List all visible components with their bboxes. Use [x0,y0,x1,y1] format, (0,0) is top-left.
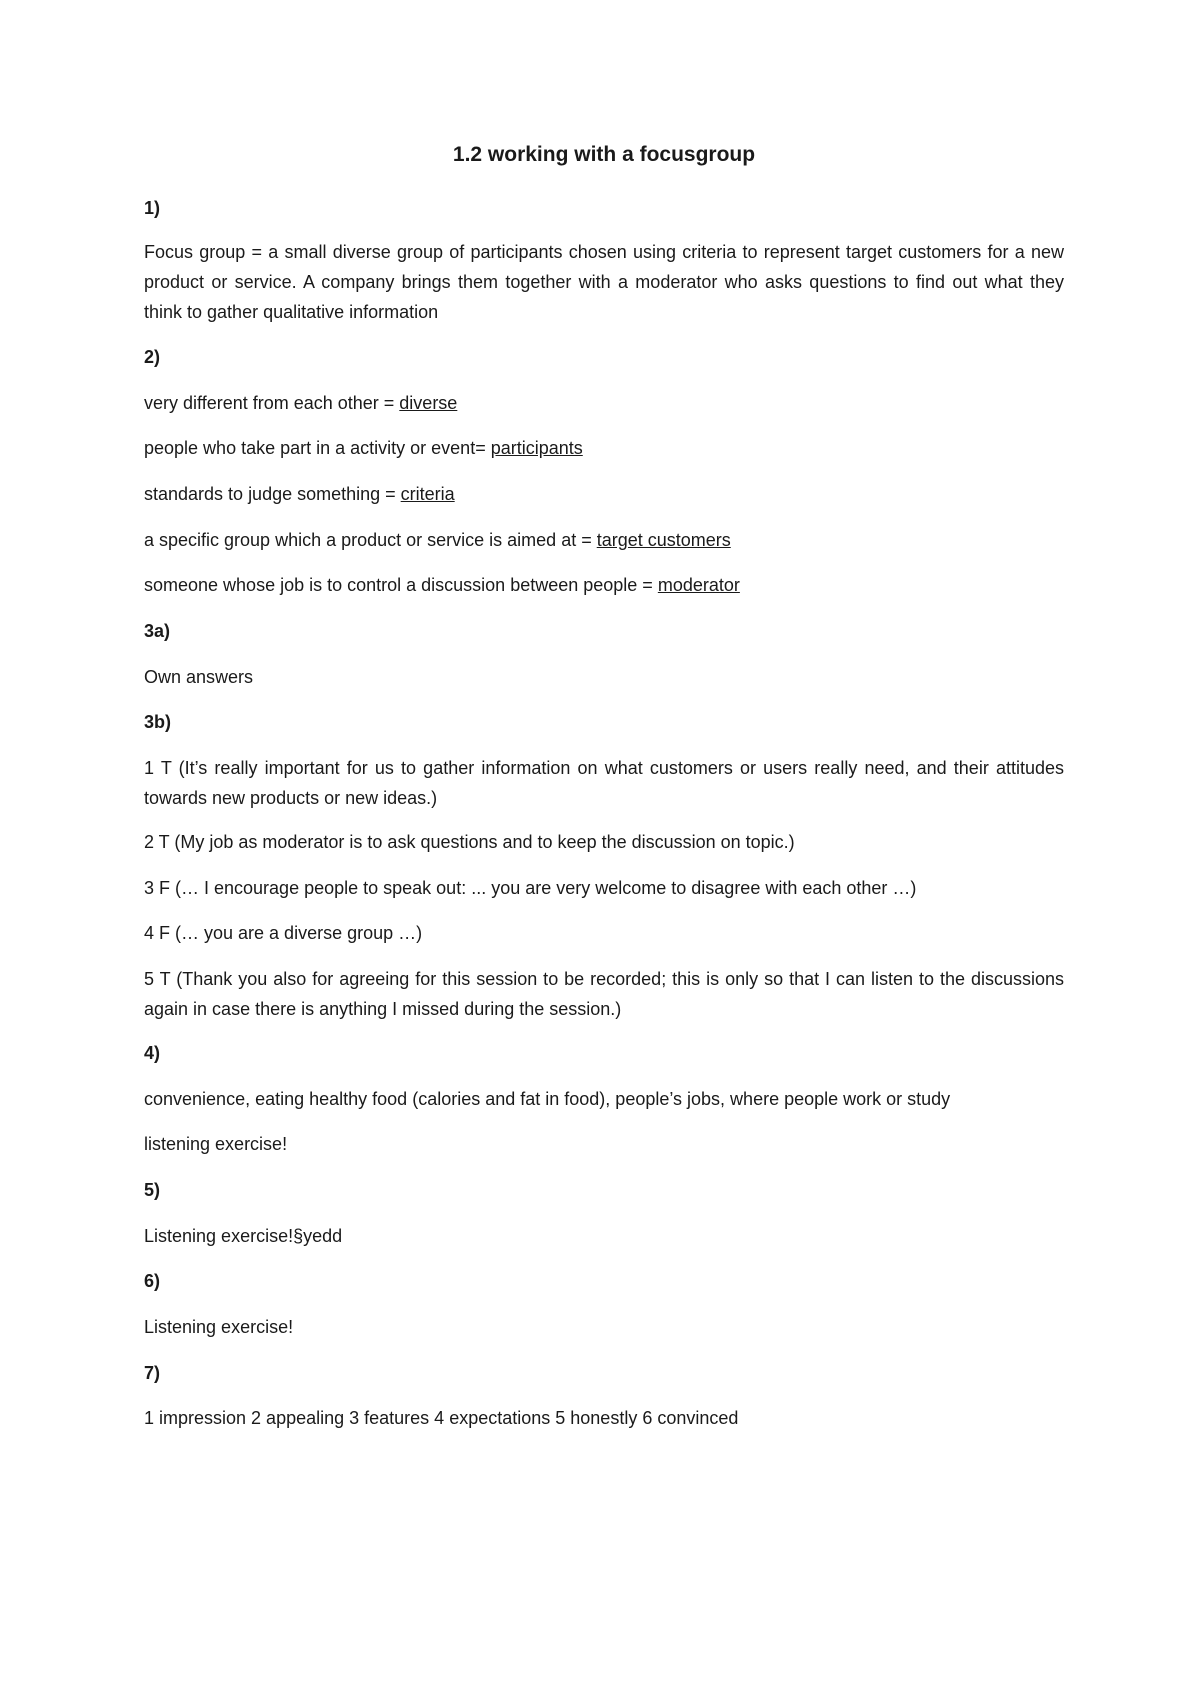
definition-term: target customers [596,530,731,550]
definition-term: diverse [399,393,458,413]
definition-line [144,525,1064,555]
definition-text: very different from each other = [144,393,400,413]
paragraph-6: Listening exercise! [144,1317,294,1337]
section-heading-2: 2) [144,347,161,367]
paragraph-7: 1 impression 2 appealing 3 features 4 expectations 5 honestly 6 convinced [144,1408,739,1428]
document-title: 1.2 working with a focusgroup [452,143,756,166]
section-heading-3a: 3a) [144,621,171,641]
section-heading-6: 6) [144,1271,161,1291]
answer-3b-1: 1 T (It’s really important for us to gather information on what customers or users really need, and their attitudes towards new products or new ideas.) [144,758,1064,808]
section-heading-3b: 3b) [144,712,171,732]
definition-term: criteria [400,484,455,504]
answer-3b-4: 4 F (… you are a diverse group …) [144,923,423,943]
paragraph-3a: Own answers [144,667,254,687]
paragraph-focus-group: Focus group = a small diverse group of participants chosen using criteria to represent target customers for a new product or service. A company brings them together with a moderator who asks questions to find out what they think to gather qualitative information [144,242,1064,322]
definition-line [144,570,1064,600]
definition-line [144,479,1064,509]
section-heading-5: 5) [144,1180,161,1200]
paragraph-4a: convenience, eating healthy food (calories and fat in food), people’s jobs, where people work or study [144,1089,951,1109]
definition-line [144,388,1064,418]
answer-3b-3: 3 F (… I encourage people to speak out: ... you are very welcome to disagree with each other …) [144,878,917,898]
section-heading-1: 1) [144,198,161,218]
paragraph-4b: listening exercise! [144,1134,288,1154]
definition-text: standards to judge something = [144,484,401,504]
definition-text: people who take part in a activity or event= [144,438,491,458]
section-heading-4: 4) [144,1043,161,1063]
definition-term: participants [490,438,583,458]
answer-3b-2: 2 T (My job as moderator is to ask questions and to keep the discussion on topic.) [144,832,795,852]
section-heading-7: 7) [144,1363,161,1383]
definition-line [144,433,1064,463]
definition-text: a specific group which a product or service is aimed at = [144,530,597,550]
definition-text: someone whose job is to control a discussion between people = [144,575,658,595]
definition-term: moderator [657,575,740,595]
paragraph-5: Listening exercise!§yedd [144,1226,343,1246]
answer-3b-5: 5 T (Thank you also for agreeing for this session to be recorded; this is only so that I can listen to the discussions again in case there is anything I missed during the session.) [144,969,1064,1019]
